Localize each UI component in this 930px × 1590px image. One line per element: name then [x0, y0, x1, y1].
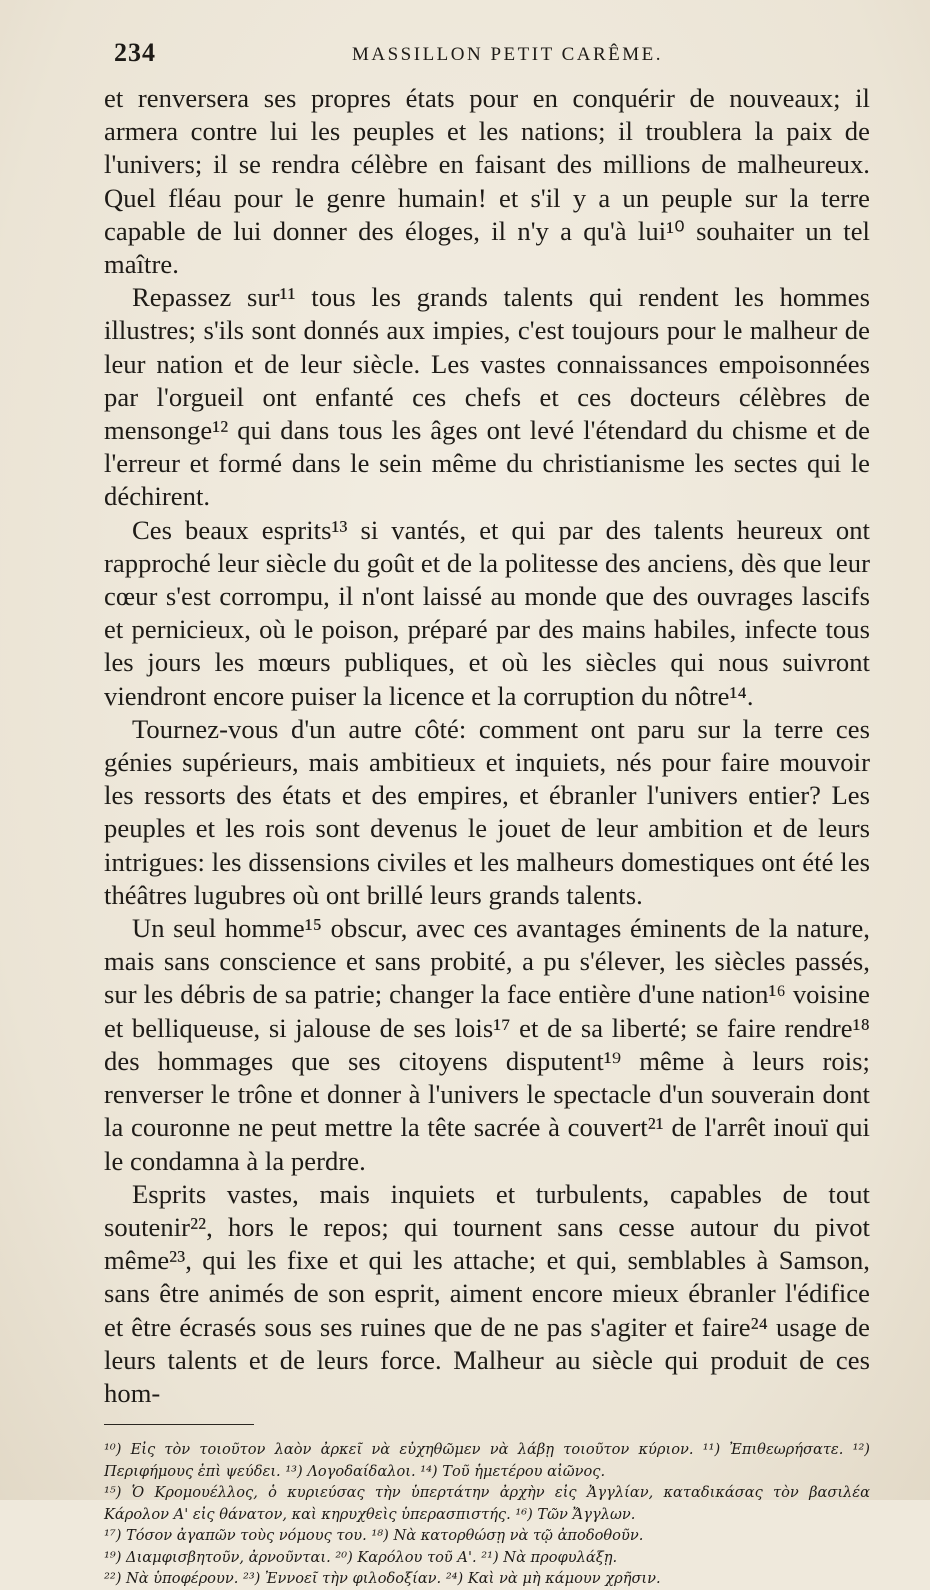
paragraph: Esprits vastes, mais inquiets et turbulents, capables de tout soutenir²², hors le repos; qui tournent sans cesse autour du pivot même²³, qui les fixe et qui les attache; et qui, semblables à Samson, sans être animés de son esprit, aiment encore mieux ébranler l'édifice et être écrasés sous ses ruines que de ne pas s'agiter et faire²⁴ usage de leurs talents et de leurs force. Malheur au siècle qui produit de ces hom- — [104, 1178, 870, 1408]
paragraph: Repassez sur¹¹ tous les grands talents qui rendent les hommes illustres; s'ils sont donnés aux impies, c'est toujours pour le malheur de leur nation et de leur siècle. Les vastes connaissances empoisonnées par l'orgueil ont enfanté ces chefs et ces docteurs célèbres de mensonge¹² qui dans tous les âges ont levé l'étendard du chisme et de l'erreur et formé dans le sein même du christianisme les sectes qui le déchirent. — [104, 282, 870, 512]
footnote-line: ¹⁹) Διαμφισβητοῦν, ἀρνοῦνται. ²⁰) Καρόλου τοῦ Α'. ²¹) Νὰ προφυλάξῃ. — [104, 1548, 618, 1566]
running-head — [104, 38, 870, 78]
paragraph: Tournez-vous d'un autre côté: comment ont paru sur la terre ces génies supérieurs, mais ambitieux et inquiets, nés pour faire mouvoir les ressorts des états et des empires, et ébranler l'univers entier? Les peuples et les rois sont devenus le jouet de leur ambition et de leurs intrigues: les dissensions civiles et les malheurs domestiques ont été les théâtres lugubres où ont brillé leurs grands talents. — [104, 713, 870, 910]
footnotes — [104, 1439, 870, 1590]
footnote-line: ¹⁷) Τόσον ἀγαπῶν τοὺς νόμους του. ¹⁸) Νὰ κατορθώσῃ νὰ τῷ ἀποδοθοῦν. — [104, 1527, 644, 1545]
body-text — [104, 82, 870, 1410]
running-title: MASSILLON PETIT CARÊME. — [352, 44, 664, 65]
footnote-line: ¹⁵) Ὁ Κρομουέλλος, ὁ κυριεύσας τὴν ὑπερτάτην ἀρχὴν εἰς Ἀγγλίαν, καταδικάσας τὸν βασιλέα Κάρολον Α' εἰς θάνατον, καὶ κηρυχθεὶς ὑπερασπιστής. ¹⁶) Τῶν Ἄγγλων. — [104, 1484, 870, 1523]
paragraph: Un seul homme¹⁵ obscur, avec ces avantages éminents de la nature, mais sans conscience et sans probité, a pu s'élever, les siècles passés, sur les débris de sa patrie; changer la face entière d'une nation¹⁶ voisine et belliqueuse, si jalouse de ses lois¹⁷ et de sa liberté; se faire rendre¹⁸ des hommages que ses citoyens disputent¹⁹ même à leurs rois; renverser le trône et donner à l'univers le spectacle d'un souverain dont la couronne ne peut mettre la tête sacrée à couvert²¹ de l'arrêt inouï qui le condamna à la perdre. — [104, 913, 870, 1176]
paragraph: Ces beaux esprits¹³ si vantés, et qui par des talents heureux ont rapproché leur siècle du goût et de la politesse des anciens, dès que leur cœur s'est corrompu, il n'ont laissé au monde que des ouvrages lascifs et pernicieux, où le poison, préparé par des mains habiles, infecte tous les jours les mœurs publiques, et où les siècles qui nous suivront viendront encore puiser la licence et la corruption du nôtre¹⁴. — [104, 514, 870, 711]
paragraph: et renversera ses propres états pour en conquérir de nouveaux; il armera contre lui les peuples et les nations; il troublera la paix de l'univers; il se rendra célèbre en faisant des millions de malheureux. Quel fléau pour le genre humain! et s'il y a un peuple sur la terre capable de lui donner des éloges, il n'y a qu'à lui¹⁰ souhaiter un tel maître. — [104, 83, 870, 280]
footnote-line: ²²) Νὰ ὑποφέρουν. ²³) Ἐννοεῖ τὴν φιλοδοξίαν. ²⁴) Καὶ νὰ μὴ κάμουν χρῆσιν. — [104, 1570, 661, 1588]
footnote-line: ¹⁰) Εἰς τὸν τοιοῦτον λαὸν ἀρκεῖ νὰ εὐχηθῶμεν νὰ λάβῃ τοιοῦτον κύριον. ¹¹) Ἐπιθεωρήσατε. ¹²) Περιφήμους ἐπὶ ψεύδει. ¹³) Λογοδαίδαλοι. ¹⁴) Τοῦ ἡμετέρου αἰῶνος. — [104, 1441, 870, 1480]
page-number: 234 — [114, 38, 156, 67]
footnote-divider — [104, 1424, 254, 1425]
